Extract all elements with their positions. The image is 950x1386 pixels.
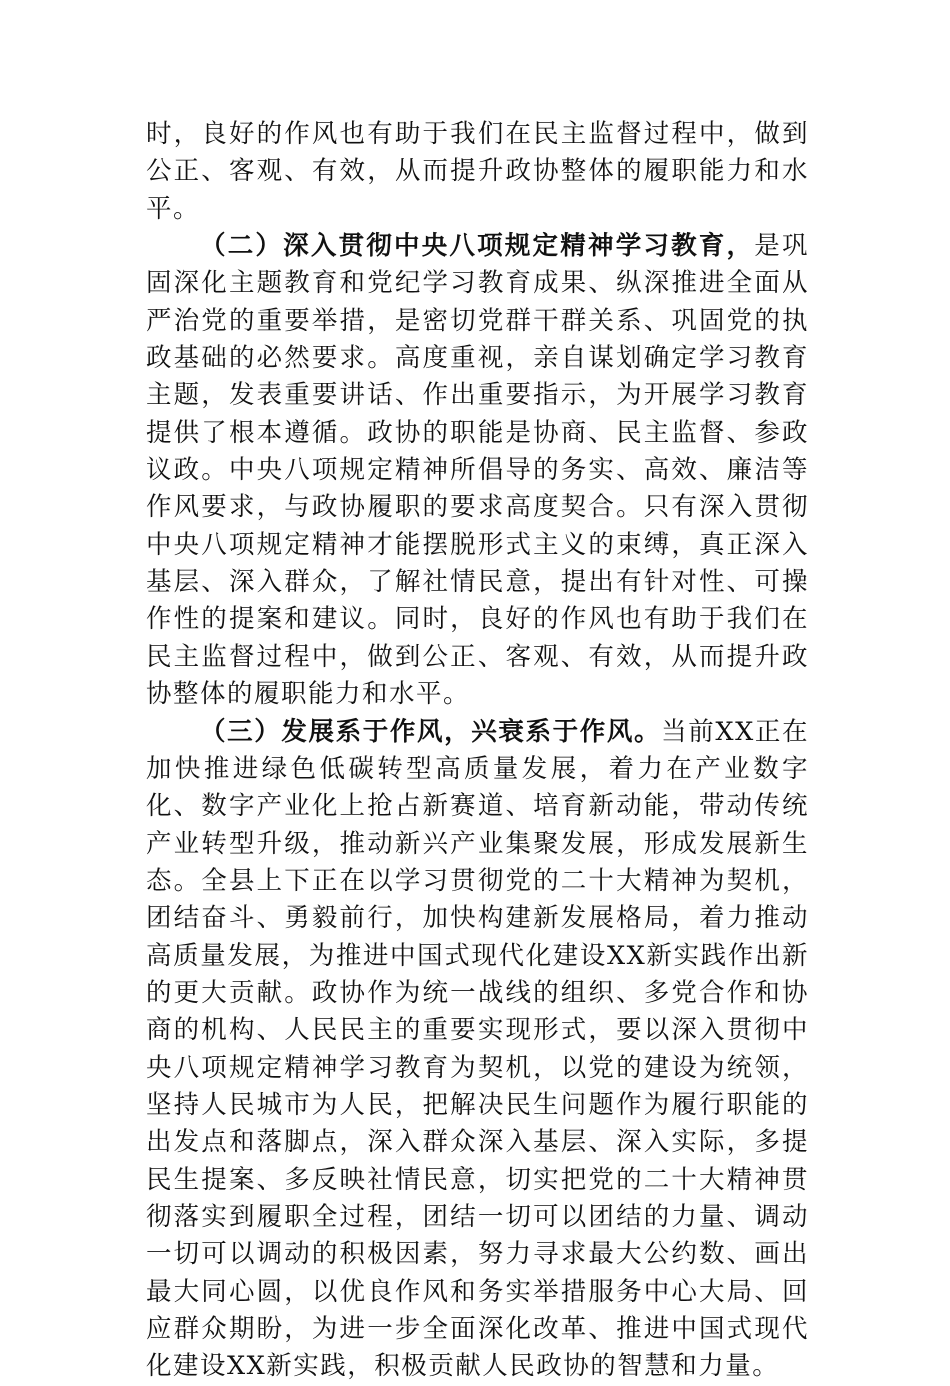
paragraph-text: 当前XX正在加快推进绿色低碳转型高质量发展，着力在产业数字化、数字产业化上抢占新赛道、培育新动能，带动传统产业转型升级，推动新兴产业集聚发展，形成发展新生态。全县上下正在以学习贯彻党的二十大精神为契机，团结奋斗、勇毅前行，加快构建新发展格局，着力推动高质量发展，为推进中国式现代化建设XX新实践作出新的更大贡献。政协作为统一战线的组织、多党合作和协商的机构、人民民主的重要实现形式，要以深入贯彻中央八项规定精神学习教育为契机，以党的建设为统领，坚持人民城市为人民，把解决民生问题作为履行职能的出发点和落脚点，深入群众深入基层、深入实际，多提民生提案、多反映社情民意，切实把党的二十大精神贯彻落实到履职全过程，团结一切可以团结的力量、调动一切可以调动的积极因素，努力寻求最大公约数、画出最大同心圆，以优良作风和务实举措服务中心大局、回应群众期盼，为进一步全面深化改革、推进中国式现代化建设XX新实践，积极贡献人民政协的智慧和力量。 [146,716,809,1382]
paragraph-section-two [146,228,809,713]
paragraph-section-three [146,714,809,1386]
document-page [146,116,809,1386]
paragraph-lead: （三）发展系于作风，兴衰系于作风。 [200,716,662,747]
paragraph-lead: （二）深入贯彻中央八项规定精神学习教育， [200,231,755,262]
paragraph-continuation [146,116,809,228]
paragraph-text: 是巩固深化主题教育和党纪学习教育成果、纵深推进全面从严治党的重要举措，是密切党群干群关系、巩固党的执政基础的必然要求。高度重视，亲自谋划确定学习教育主题，发表重要讲话、作出重要指示，为开展学习教育提供了根本遵循。政协的职能是协商、民主监督、参政议政。中央八项规定精神所倡导的务实、高效、廉洁等作风要求，与政协履职的要求高度契合。只有深入贯彻中央八项规定精神才能摆脱形式主义的束缚，真正深入基层、深入群众，了解社情民意，提出有针对性、可操作性的提案和建议。同时，良好的作风也有助于我们在民主监督过程中，做到公正、客观、有效，从而提升政协整体的履职能力和水平。 [146,231,809,710]
paragraph-text: 时，良好的作风也有助于我们在民主监督过程中，做到公正、客观、有效，从而提升政协整体的履职能力和水平。 [146,119,809,224]
